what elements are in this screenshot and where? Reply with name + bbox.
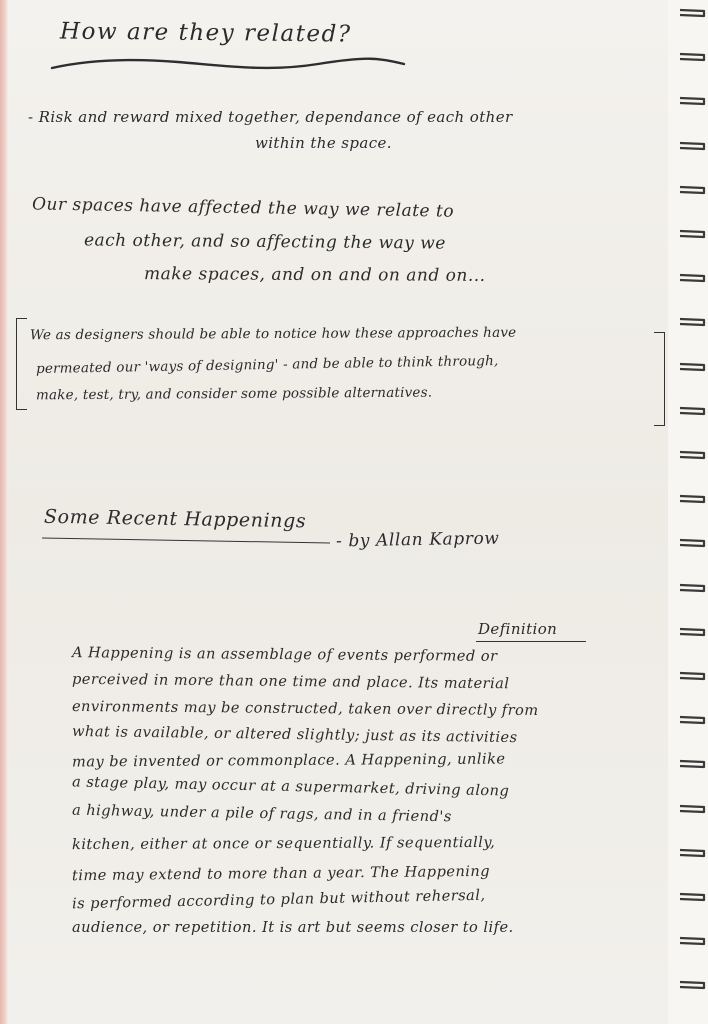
bullet-text-line: within the space. bbox=[255, 134, 392, 152]
definition-line: environments may be constructed, taken over directly from bbox=[71, 697, 539, 720]
spiral-ring-icon bbox=[678, 804, 708, 812]
bracket-note-line: make, test, try, and consider some possible alternatives. bbox=[35, 384, 433, 404]
spiral-ring-icon bbox=[678, 759, 708, 767]
spiral-ring-icon bbox=[678, 538, 708, 546]
page-title: How are they related? bbox=[59, 18, 352, 48]
spiral-ring-icon bbox=[678, 52, 708, 60]
spiral-ring-icon bbox=[678, 627, 708, 635]
spiral-ring-icon bbox=[678, 494, 708, 502]
spiral-ring-icon bbox=[678, 96, 708, 104]
spiral-ring-icon bbox=[678, 936, 708, 944]
bracket-right bbox=[654, 332, 665, 426]
bracket-note-line: We as designers should be able to notice how these approaches have bbox=[29, 324, 517, 344]
spiral-ring-icon bbox=[678, 450, 708, 458]
definition-line: may be invented or commonplace. A Happening, unlike bbox=[71, 750, 506, 771]
spiral-ring-icon bbox=[678, 362, 708, 370]
spiral-ring-icon bbox=[678, 8, 708, 16]
spiral-ring-icon bbox=[678, 980, 708, 988]
definition-line: perceived in more than one time and place. Its material bbox=[71, 670, 510, 693]
page-edge bbox=[0, 0, 8, 1024]
definition-line: is performed according to plan but without rehersal, bbox=[71, 886, 486, 913]
definition-line: a highway, under a pile of rags, and in a friend's bbox=[71, 801, 452, 826]
spiral-ring-icon bbox=[678, 848, 708, 856]
bullet-text-line: - Risk and reward mixed together, dependance of each other bbox=[28, 108, 513, 126]
spiral-ring-icon bbox=[678, 406, 708, 414]
spiral-ring-icon bbox=[678, 892, 708, 900]
paragraph-line: Our spaces have affected the way we relate to bbox=[31, 194, 455, 222]
definition-underline bbox=[476, 641, 586, 642]
definition-line: A Happening is an assemblage of events performed or bbox=[71, 644, 498, 665]
section-heading: Some Recent Happenings bbox=[43, 505, 307, 533]
definition-line: what is available, or altered slightly; just as its activities bbox=[71, 722, 518, 747]
bracket-left bbox=[16, 318, 27, 410]
spiral-ring-icon bbox=[678, 229, 708, 237]
definition-line: time may extend to more than a year. The Happening bbox=[71, 862, 491, 885]
definition-line: kitchen, either at once or sequentially. If sequentially, bbox=[71, 833, 496, 854]
bracket-note-line: permeated our 'ways of designing' - and be able to think through, bbox=[35, 352, 499, 378]
definition-line: a stage play, may occur at a supermarket, driving along bbox=[71, 773, 510, 800]
definition-line: audience, or repetition. It is art but seems closer to life. bbox=[72, 919, 514, 936]
spiral-ring-icon bbox=[678, 273, 708, 281]
title-squiggle-underline bbox=[48, 50, 408, 80]
definition-label: Definition bbox=[478, 620, 558, 638]
paragraph-line: each other, and so affecting the way we bbox=[83, 230, 446, 254]
spiral-ring-icon bbox=[678, 583, 708, 591]
spiral-ring-icon bbox=[678, 317, 708, 325]
spiral-ring-icon bbox=[678, 715, 708, 723]
paragraph-line: make spaces, and on and on and on... bbox=[143, 264, 486, 286]
spiral-ring-icon bbox=[678, 671, 708, 679]
spiral-ring-icon bbox=[678, 185, 708, 193]
spiral-binding bbox=[668, 0, 708, 1024]
section-byline: - by Allan Kaprow bbox=[335, 528, 500, 552]
spiral-ring-icon bbox=[678, 141, 708, 149]
